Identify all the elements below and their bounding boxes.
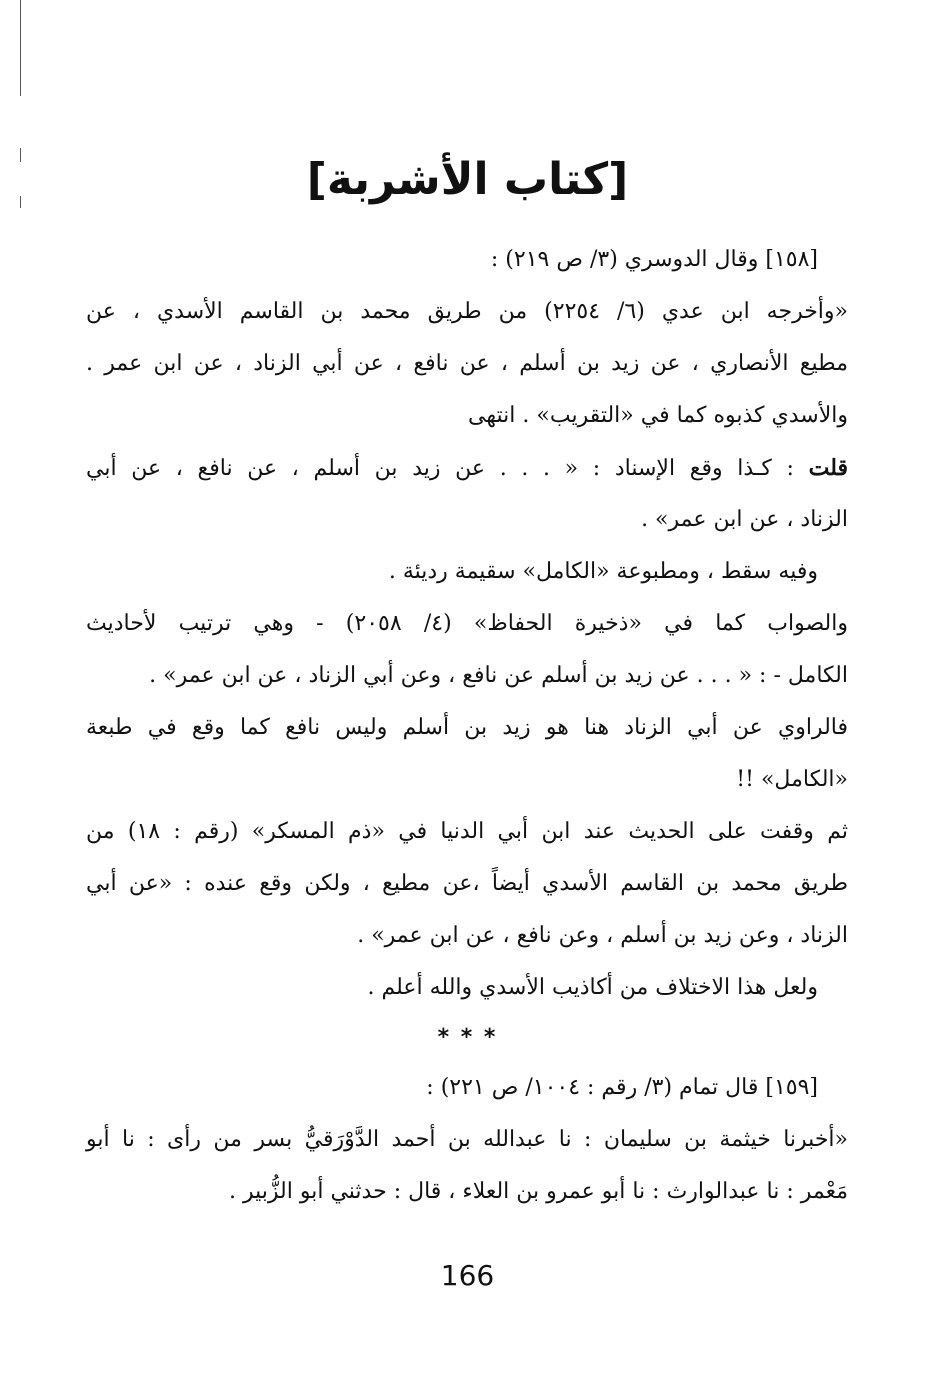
chapter-title: [كتاب الأشربة] bbox=[306, 154, 629, 205]
quote-line: والأسدي كذبوه كما في «التقريب» . انتهى bbox=[468, 403, 848, 428]
paragraph-line: الزناد ، وعن زيد بن أسلم ، وعن نافع ، عن ابن عمر» . bbox=[357, 923, 848, 948]
scan-edge-mark bbox=[20, 0, 21, 96]
page-number: 166 bbox=[440, 1259, 495, 1292]
quote-line: «وأخرجه ابن عدي (٦/ ٢٢٥٤) من طريق محمد بن القاسم الأسدي ، عن bbox=[86, 299, 848, 324]
quote-line: «أخبرنا خيثمة بن سليمان : نا عبدالله بن أحمد الدَّوْرَقيُّ بسر من رأى : نا أبو bbox=[86, 1127, 848, 1152]
entry-heading: [١٥٨] وقال الدوسري (٣/ ص ٢١٩) : bbox=[490, 247, 818, 272]
entry-heading: [١٥٩] قال تمام (٣/ رقم : ١٠٠٤/ ص ٢٢١) : bbox=[426, 1075, 818, 1100]
quote-line: مَعْمر : نا عبدالوارث : نا أبو عمرو بن العلاء ، قال : حدثني أبو الزُّبير . bbox=[229, 1179, 848, 1204]
paragraph-line: ولعل هذا الاختلاف من أكاذيب الأسدي والله أعلم . bbox=[367, 975, 818, 1000]
qultu-text: : كـذا وقع الإسناد : « . . . عن زيد بن أسلم ، عن نافع ، عن أبي bbox=[86, 456, 794, 481]
paragraph-line: «الكامل» !! bbox=[736, 767, 848, 792]
note-line: وفيه سقط ، ومطبوعة «الكامل» سقيمة رديئة . bbox=[388, 559, 818, 584]
paragraph-line: طريق محمد بن القاسم الأسدي أيضاً ،عن مطيع ، ولكن وقع عنده : «عن أبي bbox=[86, 871, 848, 896]
quote-line: مطيع الأنصاري ، عن زيد بن أسلم ، عن نافع ، عن أبي الزناد ، عن ابن عمر . bbox=[86, 351, 848, 376]
section-separator: * * * bbox=[437, 1025, 498, 1050]
qultu-line bbox=[86, 442, 848, 494]
paragraph-line: ثم وقفت على الحديث عند ابن أبي الدنيا في «ذم المسكر» (رقم : ١٨) من bbox=[86, 819, 848, 844]
qultu-line: الزناد ، عن ابن عمر» . bbox=[641, 507, 848, 532]
paragraph-line: فالراوي عن أبي الزناد هنا هو زيد بن أسلم وليس نافع كما وقع في طبعة bbox=[86, 715, 848, 740]
qultu-label: قلت bbox=[808, 455, 848, 481]
paragraph-line: الكامل - : « . . . عن زيد بن أسلم عن نافع ، وعن أبي الزناد ، عن ابن عمر» . bbox=[149, 663, 848, 688]
paragraph-line: والصواب كما في «ذخيرة الحفاظ» (٤/ ٢٠٥٨) - وهي ترتيب لأحاديث bbox=[86, 611, 848, 636]
